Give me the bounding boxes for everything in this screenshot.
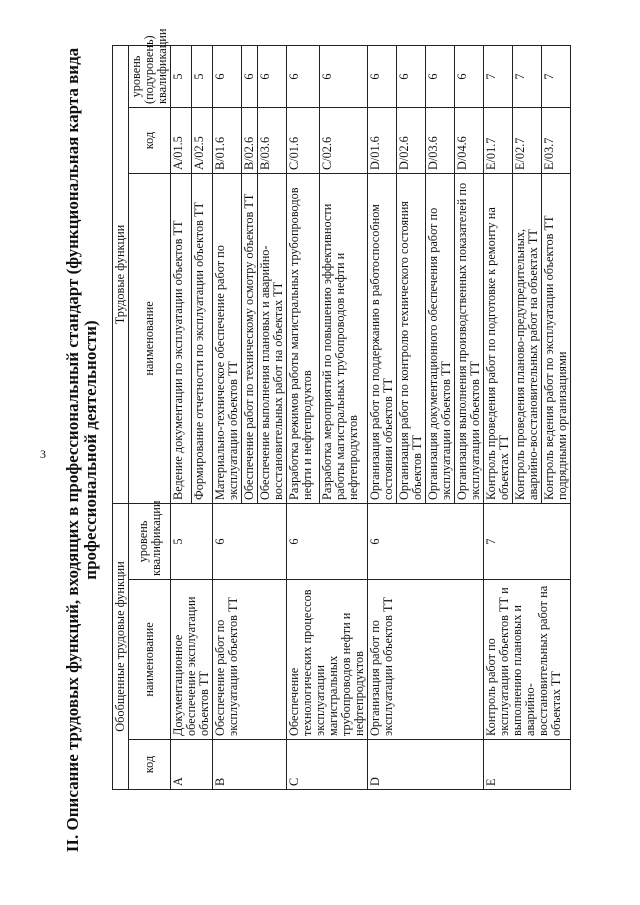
function-code: E/02.7	[513, 108, 542, 174]
function-name: Обеспечение работ по техническому осмотру объектов ТТ	[242, 174, 258, 504]
col-name-header: наименование	[129, 580, 171, 740]
group-name: Обеспечение работ по эксплуатации объектов ТТ	[213, 580, 287, 740]
function-name: Организация выполнения производственных показателей по эксплуатации объектов ТТ	[455, 174, 484, 504]
heading-line-2: профессиональной деятельности)	[81, 320, 100, 580]
table-row	[171, 45, 192, 789]
function-level: 7	[484, 45, 513, 107]
function-code: C/02.6	[320, 108, 368, 174]
col-func-code-header: код	[129, 108, 171, 174]
function-code: A/02.5	[192, 108, 213, 174]
heading-line-1: II. Описание трудовых функций, входящих в профессиональный стандарт (функциональная карта вида	[63, 47, 82, 853]
function-level: 7	[513, 45, 542, 107]
col-level-header: уровень квалификации	[129, 504, 171, 580]
function-name: Материально-техническое обеспечение работ по эксплуатации объектов ТТ	[213, 174, 242, 504]
function-name: Организация документационного обеспечения работ по эксплуатации объектов ТТ	[426, 174, 455, 504]
function-name: Обеспечение выполнения плановых и аварийно-восстановительных работ на объектах ТТ	[258, 174, 287, 504]
function-level: 6	[213, 45, 242, 107]
function-code: D/04.6	[455, 108, 484, 174]
function-name: Контроль проведения планово-предупредительных, аварийно-восстановительных работ на объектах ТТ	[513, 174, 542, 504]
function-code: A/01.5	[171, 108, 192, 174]
group-code: C	[287, 740, 368, 790]
function-level: 6	[455, 45, 484, 107]
function-code: C/01.6	[287, 108, 320, 174]
header-row-1	[113, 45, 129, 789]
section-heading	[64, 0, 99, 900]
function-name: Организация работ по контролю технического состояния объектов ТТ	[397, 174, 426, 504]
function-name: Формирование отчетности по эксплуатации объектов ТТ	[192, 174, 213, 504]
function-code: B/02.6	[242, 108, 258, 174]
group-level: 6	[213, 504, 287, 580]
function-level: 6	[426, 45, 455, 107]
group-level: 6	[287, 504, 368, 580]
page-number: 3	[40, 447, 46, 461]
generalized-functions-header: Обобщенные трудовые функции	[113, 504, 129, 790]
group-level: 6	[368, 504, 484, 580]
function-level: 5	[192, 45, 213, 107]
function-name: Контроль ведения работ по эксплуатации объектов ТТ подрядными организациями	[542, 174, 571, 504]
function-code: E/01.7	[484, 108, 513, 174]
function-level: 5	[171, 45, 192, 107]
function-code: D/03.6	[426, 108, 455, 174]
group-level: 5	[171, 504, 213, 580]
function-name: Ведение документации по эксплуатации объектов ТТ	[171, 174, 192, 504]
group-level: 7	[484, 504, 571, 580]
group-code: D	[368, 740, 484, 790]
group-code: E	[484, 740, 571, 790]
function-code: B/01.6	[213, 108, 242, 174]
group-name: Обеспечение технологических процессов эксплуатации магистральных трубопроводов нефти и нефтепродуктов	[287, 580, 368, 740]
labor-functions-header: Трудовые функции	[113, 45, 129, 503]
table-row	[368, 45, 397, 789]
function-code: D/02.6	[397, 108, 426, 174]
table-row	[484, 45, 513, 789]
function-code: D/01.6	[368, 108, 397, 174]
function-name: Разработка режимов работы магистральных трубопроводов нефти и нефтепродуктов	[287, 174, 320, 504]
group-code: B	[213, 740, 287, 790]
function-code: B/03.6	[258, 108, 287, 174]
function-level: 6	[287, 45, 320, 107]
group-name: Контроль работ по эксплуатации объектов ТТ и выполнению плановых и аварийно-восстановительных работ на объектах ТТ	[484, 580, 571, 740]
function-level: 6	[397, 45, 426, 107]
group-name: Организация работ по эксплуатации объектов ТТ	[368, 580, 484, 740]
function-level: 6	[368, 45, 397, 107]
function-level: 6	[242, 45, 258, 107]
function-name: Организация работ по поддержанию в работоспособном состоянии объектов ТТ	[368, 174, 397, 504]
table-row	[287, 45, 320, 789]
functional-map-table	[112, 28, 571, 790]
function-level: 6	[320, 45, 368, 107]
function-level: 7	[542, 45, 571, 107]
header-row-2	[129, 45, 171, 789]
function-name: Контроль проведения работ по подготовке к ремонту на объектах ТТ	[484, 174, 513, 504]
function-code: E/03.7	[542, 108, 571, 174]
function-level: 6	[258, 45, 287, 107]
col-code-header: код	[129, 740, 171, 790]
col-sublevel-header: уровень (подуровень) квалификации	[129, 45, 171, 107]
group-code: A	[171, 740, 213, 790]
table-row	[213, 45, 242, 789]
function-name: Разработка мероприятий по повышению эффективности работы магистральных трубопроводов нефти и нефтепродуктов	[320, 174, 368, 504]
col-func-name-header: наименование	[129, 174, 171, 504]
group-name: Документационное обеспечение эксплуатации объектов ТТ	[171, 580, 213, 740]
